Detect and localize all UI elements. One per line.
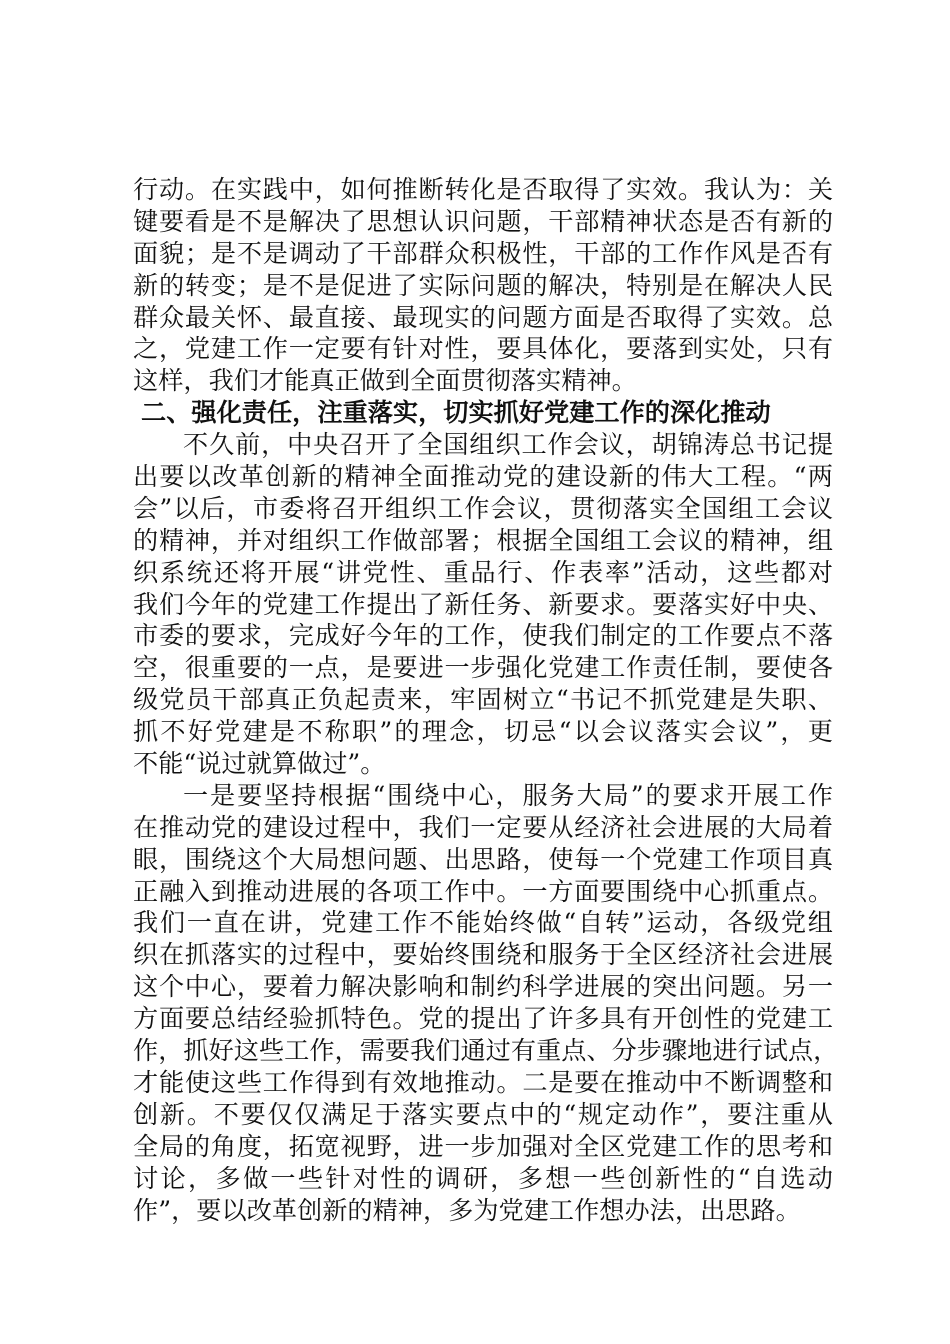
paragraph-line: 抓不好党建是不称职”的理念，切忌“以会议落实会议”，更 [133, 717, 833, 747]
paragraph-line: 一是要坚持根据“围绕中心，服务大局”的要求开展工作 [183, 780, 833, 810]
paragraph-line: 讨论，多做一些针对性的调研，多想一些创新性的“自选动 [133, 1163, 833, 1193]
heading-text: 二、强化责任，注重落实，切实抓好党建工作的深化推动 [141, 397, 771, 428]
paragraph-line: 新的转变；是不是促进了实际问题的解决，特别是在解决人民 [133, 270, 833, 300]
paragraph-line: 不能“说过就算做过”。 [133, 749, 386, 779]
paragraph-line: 之，党建工作一定要有针对性，要具体化，要落到实处，只有 [133, 334, 833, 364]
paragraph-line: 会”以后，市委将召开组织工作会议，贯彻落实全国组工会议 [133, 493, 833, 523]
document-body [133, 174, 839, 1226]
paragraph-line: 正融入到推动进展的各项工作中。一方面要围绕中心抓重点。 [133, 876, 833, 906]
paragraph-line: 织在抓落实的过程中，要始终围绕和服务于全区经济社会进展 [133, 940, 833, 970]
paragraph-line: 才能使这些工作得到有效地推动。二是要在推动中不断调整和 [133, 1067, 833, 1097]
paragraph-line: 作，抓好这些工作，需要我们通过有重点、分步骤地进行试点， [133, 1036, 839, 1066]
paragraph-line: 行动。在实践中，如何推断转化是否取得了实效。我认为：关 [133, 175, 833, 204]
paragraph-line: 在推动党的建设过程中，我们一定要从经济社会进展的大局着 [133, 812, 833, 842]
paragraph-line: 我们今年的党建工作提出了新任务、新要求。要落实好中央、 [133, 589, 833, 619]
paragraph-line: 这样，我们才能真正做到全面贯彻落实精神。 [133, 366, 637, 396]
paragraph-line: 创新。不要仅仅满足于落实要点中的“规定动作”，要注重从 [133, 1099, 833, 1129]
paragraph-line: 全局的角度，拓宽视野，进一步加强对全区党建工作的思考和 [133, 1131, 833, 1161]
paragraph-line: 作”，要以改革创新的精神，多为党建工作想办法，出思路。 [133, 1195, 801, 1225]
paragraph [133, 429, 833, 780]
paragraph-line: 空，很重要的一点，是要进一步强化党建工作责任制，要使各 [133, 653, 833, 683]
paragraph [133, 174, 833, 397]
paragraph-line: 眼，围绕这个大局想问题、出思路，使每一个党建工作项目真 [133, 844, 833, 874]
paragraph-line: 出要以改革创新的精神全面推动党的建设新的伟大工程。“两 [133, 462, 833, 492]
paragraph-line: 的精神，并对组织工作做部署；根据全国组工会议的精神，组 [133, 525, 833, 555]
paragraph-line: 这个中心，要着力解决影响和制约科学进展的突出问题。另一 [133, 972, 833, 1002]
section-heading [133, 397, 833, 429]
paragraph-line: 群众最关怀、最直接、最现实的问题方面是否取得了实效。总 [133, 302, 833, 332]
paragraph [133, 780, 839, 1226]
paragraph-line: 不久前，中央召开了全国组织工作会议，胡锦涛总书记提 [183, 430, 833, 460]
paragraph-line: 织系统还将开展“讲党性、重品行、作表率”活动，这些都对 [133, 557, 833, 587]
paragraph-line: 级党员干部真正负起责来，牢固树立“书记不抓党建是失职、 [133, 685, 833, 715]
paragraph-line: 面貌；是不是调动了干部群众积极性，干部的工作作风是否有 [133, 238, 833, 268]
paragraph-line: 我们一直在讲，党建工作不能始终做“自转”运动，各级党组 [133, 908, 833, 938]
paragraph-line: 键要看是不是解决了思想认识问题，干部精神状态是否有新的 [133, 206, 833, 236]
paragraph-line: 市委的要求，完成好今年的工作，使我们制定的工作要点不落 [133, 621, 833, 651]
paragraph-line: 方面要总结经验抓特色。党的提出了许多具有开创性的党建工 [133, 1004, 833, 1034]
